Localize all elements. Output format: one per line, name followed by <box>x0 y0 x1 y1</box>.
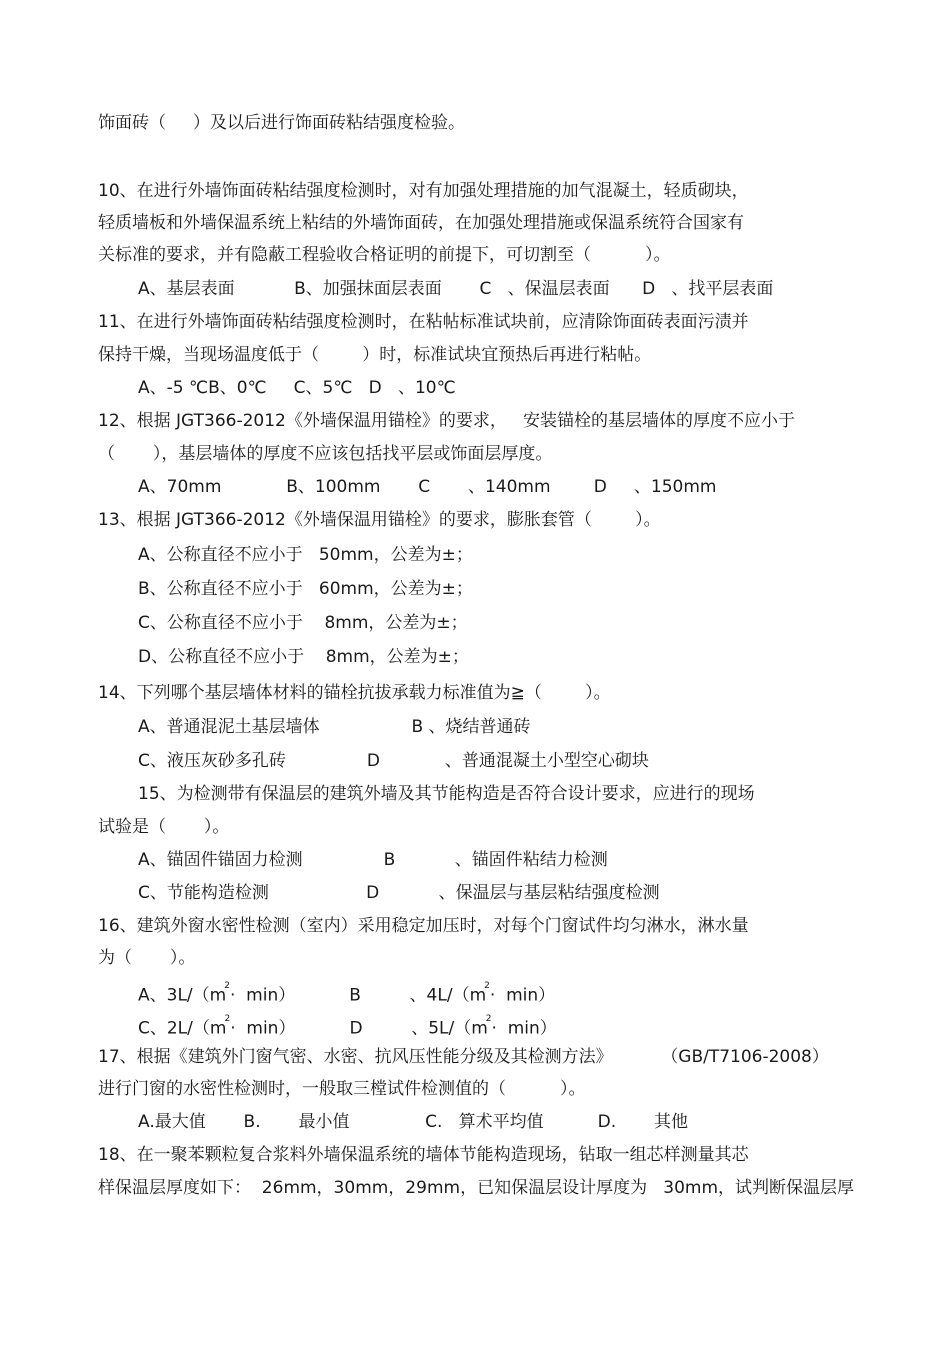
options-line <box>138 1014 557 1039</box>
question-15: 15、为检测带有保温层的建筑外墙及其节能构造是否符合设计要求，应进行的现场 <box>138 784 755 804</box>
option-text: · min） <box>491 1018 557 1039</box>
question-13: 13、根据 JGT366-2012《外墙保温用锚栓》的要求，膨胀套管（ ）。 <box>98 510 661 530</box>
text-line: （ ），基层墙体的厚度不应该包括找平层或饰面层厚度。 <box>98 444 553 464</box>
option-d: D、公称直径不应小于 8mm，公差为±； <box>138 647 469 667</box>
options-line: A、基层表面 B、加强抹面层表面 C 、保温层表面 D 、找平层表面 <box>138 279 774 299</box>
options-line: A、普通混泥土基层墙体 B 、烧结普通砖 <box>138 717 531 737</box>
option-text: · min） D 、5L/（m <box>230 1018 488 1039</box>
text-line: 试验是（ ）。 <box>98 817 230 837</box>
option-text: · min） <box>489 985 556 1006</box>
option-b: B、公称直径不应小于 60mm，公差为±； <box>138 579 473 599</box>
text-line: 关标准的要求，并有隐蔽工程验收合格证明的前提下，可切割至（ ）。 <box>98 245 671 265</box>
question-18: 18、在一聚苯颗粒复合浆料外墙保温系统的墙体节能构造现场，钻取一组芯样测量其芯 <box>98 1145 749 1165</box>
options-line: C、液压灰砂多孔砖 D 、普通混凝土小型空心砌块 <box>138 751 649 771</box>
option-a: A、公称直径不应小于 50mm，公差为±； <box>138 545 473 565</box>
options-line: A、锚固件锚固力检测 B 、锚固件粘结力检测 <box>138 850 608 870</box>
options-line: A、70mm B、100mm C 、140mm D 、150mm <box>138 477 717 497</box>
option-text: A、3L/（m <box>138 985 227 1006</box>
options-line <box>138 981 556 1006</box>
text-line: 饰面砖（ ）及以后进行饰面砖粘结强度检验。 <box>98 113 466 133</box>
option-c: C、公称直径不应小于 8mm，公差为±； <box>138 613 468 633</box>
options-line: A、-5 ℃B、0℃ C、5℃ D 、10℃ <box>138 378 456 398</box>
option-text: · min） B 、4L/（m <box>229 985 487 1006</box>
question-16: 16、建筑外窗水密性检测（室内）采用稳定加压时，对每个门窗试件均匀淋水，淋水量 <box>98 916 749 936</box>
question-17: 17、根据《建筑外门窗气密、水密、抗风压性能分级及其检测方法》 （GB/T7106-2008） <box>98 1047 829 1067</box>
superscript: 2 <box>485 1014 492 1024</box>
question-12: 12、根据 JGT366-2012《外墙保温用锚栓》的要求， 安装锚栓的基层墙体的厚度不应小于 <box>98 411 796 431</box>
question-10: 10、在进行外墙饰面砖粘结强度检测时，对有加强处理措施的加气混凝土，轻质砌块， <box>98 181 749 201</box>
superscript: 2 <box>224 981 230 991</box>
text-line: 进行门窗的水密性检测时，一般取三樘试件检测值的（ ）。 <box>98 1079 586 1099</box>
question-11: 11、在进行外墙饰面砖粘结强度检测时，在粘帖标准试块前，应清除饰面砖表面污渍并 <box>98 312 749 332</box>
superscript: 2 <box>484 981 490 991</box>
text-line: 保持干燥，当现场温度低于（ ）时，标准试块宜预热后再进行粘帖。 <box>98 345 652 365</box>
text-line: 样保温层厚度如下： 26mm，30mm，29mm，已知保温层设计厚度为 30mm，试判断保温层厚 <box>98 1178 855 1198</box>
options-line: C、节能构造检测 D 、保温层与基层粘结强度检测 <box>138 883 660 903</box>
text-line: 轻质墙板和外墙保温系统上粘结的外墙饰面砖，在加强处理措施或保温系统符合国家有 <box>98 213 744 233</box>
options-line: A.最大值 B. 最小值 C. 算术平均值 D. 其他 <box>138 1112 688 1132</box>
question-14: 14、下列哪个基层墙体材料的锚栓抗拔承载力标准值为≧（ ）。 <box>98 683 611 703</box>
text-line: 为（ ）。 <box>98 948 196 968</box>
superscript: 2 <box>224 1014 231 1024</box>
option-text: C、2L/（m <box>138 1018 227 1039</box>
